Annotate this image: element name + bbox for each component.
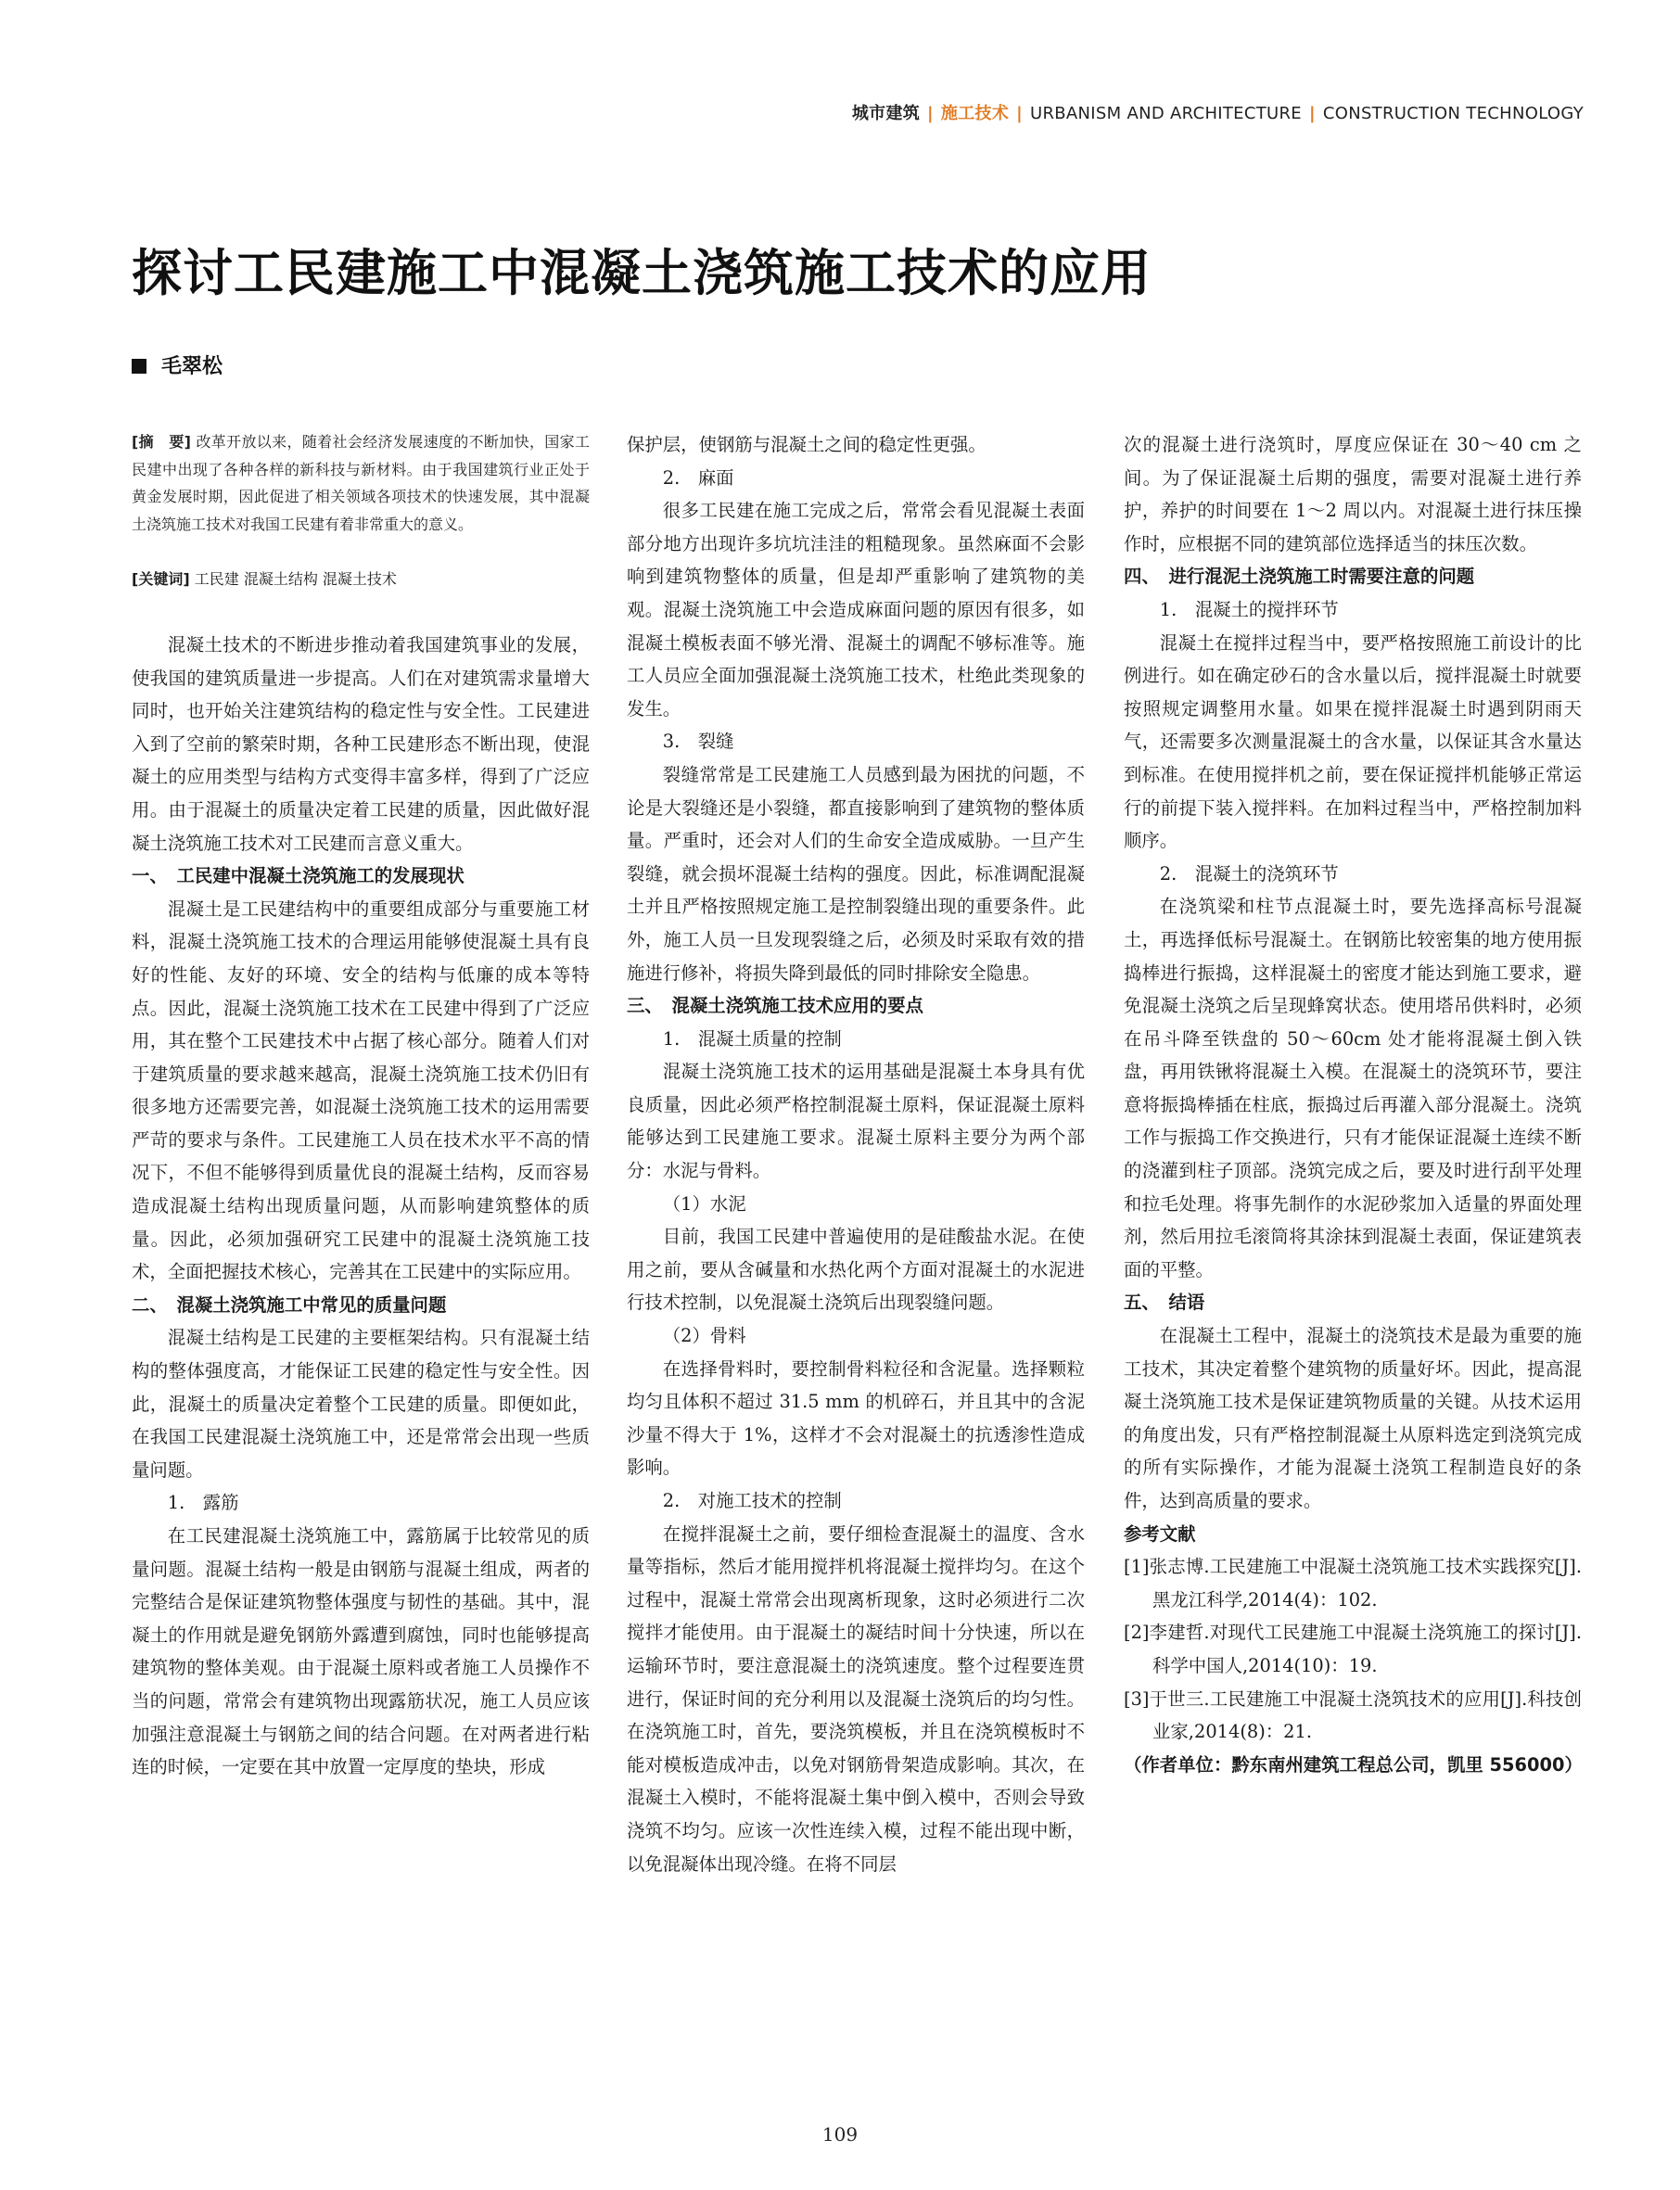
journal-name-en: URBANISM AND ARCHITECTURE — [1030, 104, 1302, 123]
section-name-en: CONSTRUCTION TECHNOLOGY — [1322, 104, 1584, 123]
body-paragraph: 在选择骨料时，要控制骨料粒径和含泥量。选择颗粒均匀且体积不超过 31.5 mm 的机碎石，并且其中的含泥沙量不得大于 1%，这样才不会对混凝土的抗透渗性造成影响。 — [627, 1357, 1085, 1479]
references-heading: 参考文献 — [1124, 1522, 1196, 1545]
reference-item: [1]张志博.工民建施工中混凝土浇筑施工技术实践探究[J].黑龙江科学,2014(4)：102. — [1124, 1556, 1582, 1611]
page-number: 109 — [821, 2123, 859, 2145]
reference-item: [3]于世三.工民建施工中混凝土浇筑技术的应用[J].科技创业家,2014(8)：21. — [1124, 1687, 1582, 1743]
journal-name-cn: 城市建筑 — [851, 104, 921, 123]
column-1 — [132, 428, 590, 1784]
keywords-text: 工民建 混凝土结构 混凝土技术 — [194, 570, 397, 589]
running-header — [852, 100, 1584, 124]
body-paragraph: 在混凝土工程中，混凝土的浇筑技术是最为重要的施工技术，其决定着整个建筑物的质量好坏。因此，提高混凝土浇筑施工技术是保证建筑物质量的关键。从技术运用的角度出发，只有严格控制混凝土从原料选定到浇筑完成的所有实际操作，才能为混凝土浇筑工程制造良好的条件，达到高质量的要求。 — [1124, 1325, 1582, 1511]
square-bullet-icon — [132, 359, 146, 374]
section-heading: 五、 结语 — [1124, 1292, 1205, 1314]
abstract-text: 改革开放以来，随着社会经济发展速度的不断加快，国家工民建中出现了各种各样的新科技与新材料。由于我国建筑行业正处于黄金发展时期，因此促进了相关领域各项技术的快速发展，其中混凝土浇筑施工技术对我国工民建有着非常重大的意义。 — [132, 433, 590, 533]
intro-paragraph: 混凝土技术的不断进步推动着我国建筑事业的发展，使我国的建筑质量进一步提高。人们在对建筑需求量增大同时，也开始关注建筑结构的稳定性与安全性。工民建进入到了空前的繁荣时期，各种工民建形态不断出现，使混凝土的应用类型与结构方式变得丰富多样，得到了广泛应用。由于混凝土的质量决定着工民建的质量，因此做好混凝土浇筑施工技术对工民建而言意义重大。 — [132, 633, 590, 854]
body-paragraph: 裂缝常常是工民建施工人员感到最为困扰的问题，不论是大裂缝还是小裂缝，都直接影响到了建筑物的整体质量。严重时，还会对人们的生命安全造成威胁。一旦产生裂缝，就会损坏混凝土结构的强度。因此，标准调配混凝土并且严格按照规定施工是控制裂缝出现的重要条件。此外，施工人员一旦发现裂缝之后，必须及时采取有效的措施进行修补，将损失降到最低的同时排除安全隐患。 — [627, 763, 1085, 984]
body-paragraph: 在工民建混凝土浇筑施工中，露筋属于比较常见的质量问题。混凝土结构一般是由钢筋与混凝土组成，两者的完整结合是保证建筑物整体强度与韧性的基础。其中，混凝土的作用就是避免钢筋外露遭到腐蚀，同时也能够提高建筑物的整体美观。由于混凝土原料或者施工人员操作不当的问题，常常会有建筑物出现露筋状况，施工人员应该加强注意混凝土与钢筋之间的结合问题。在对两者进行粘连的时候，一定要在其中放置一定厚度的垫块，形成 — [132, 1525, 590, 1778]
keywords-label: [关键词] — [132, 570, 190, 589]
header-separator: | — [1308, 104, 1316, 123]
subsection-heading: 2. 麻面 — [662, 466, 734, 489]
abstract — [132, 428, 590, 538]
abstract-label: [摘 要] — [132, 433, 191, 451]
subsection-heading: （1）水泥 — [662, 1192, 746, 1215]
section-heading: 一、 工民建中混凝土浇筑施工的发展现状 — [132, 865, 465, 887]
author-name: 毛翠松 — [161, 355, 223, 378]
author-affiliation: （作者单位：黔东南州建筑工程总公司，凯里 556000） — [1124, 1753, 1583, 1776]
column-3 — [1124, 428, 1582, 1781]
subsection-heading: （2）骨料 — [662, 1325, 746, 1347]
body-paragraph: 混凝土是工民建结构中的重要组成部分与重要施工材料，混凝土浇筑施工技术的合理运用能够使混凝土具有良好的性能、友好的环境、安全的结构与低廉的成本等特点。因此，混凝土浇筑施工技术在工民建中得到了广泛应用，其在整个工民建技术中占据了核心部分。随着人们对于建筑质量的要求越来越高，混凝土浇筑施工技术仍旧有很多地方还需要完善，如混凝土浇筑施工技术的运用需要严苛的要求与条件。工民建施工人员在技术水平不高的情况下，不但不能够得到质量优良的混凝土结构，反而容易造成混凝土结构出现质量问题，从而影响建筑整体的质量。因此，必须加强研究工民建中的混凝土浇筑施工技术，全面把握技术核心，完善其在工民建中的实际应用。 — [132, 898, 590, 1283]
section-name-cn: 施工技术 — [940, 104, 1010, 123]
subsection-heading: 2. 对施工技术的控制 — [662, 1490, 842, 1511]
subsection-heading: 1. 混凝土质量的控制 — [662, 1027, 842, 1050]
body-paragraph: 保护层，使钢筋与混凝土之间的稳定性更强。 — [627, 434, 986, 455]
body-paragraph: 在浇筑梁和柱节点混凝土时，要先选择高标号混凝土，再选择低标号混凝土。在钢筋比较密集的地方使用振捣棒进行振捣，这样混凝土的密度才能达到施工要求，避免混凝土浇筑之后呈现蜂窝状态。使用塔吊供料时，必须在吊斗降至铁盘的 50～60cm 处才能将混凝土倒入铁盘，再用铁锹将混凝土入模。在混凝土的浇筑环节，要注意将振捣棒插在柱底，振捣过后再灌入部分混凝土。浇筑工作与振捣工作交换进行，只有才能保证混凝土连续不断的浇灌到柱子顶部。浇筑完成之后，要及时进行刮平处理和拉毛处理。将事先制作的水泥砂浆加入适量的界面处理剂，然后用拉毛滚筒将其涂抹到混凝土表面，保证建筑表面的平整。 — [1124, 896, 1582, 1280]
section-heading: 三、 混凝土浇筑施工技术应用的要点 — [627, 995, 923, 1017]
body-paragraph: 很多工民建在施工完成之后，常常会看见混凝土表面部分地方出现许多坑坑洼洼的粗糙现象。虽然麻面不会影响到建筑物整体的质量，但是却严重影响了建筑物的美观。混凝土浇筑施工中会造成麻面问题的原因有很多，如混凝土模板表面不够光滑、混凝土的调配不够标准等。施工人员应全面加强混凝土浇筑施工技术，杜绝此类现象的发生。 — [627, 500, 1085, 719]
body-paragraph: 目前，我国工民建中普遍使用的是硅酸盐水泥。在使用之前，要从含碱量和水热化两个方面对混凝土的水泥进行技术控制，以免混凝土浇筑后出现裂缝问题。 — [627, 1226, 1085, 1314]
reference-item: [2]李建哲.对现代工民建施工中混凝土浇筑施工的探讨[J].科学中国人,2014(10)：19. — [1124, 1622, 1582, 1676]
article-title: 探讨工民建施工中混凝土浇筑施工技术的应用 — [132, 244, 1152, 302]
body-paragraph: 次的混凝土进行浇筑时，厚度应保证在 30～40 cm 之间。为了保证混凝土后期的强度，需要对混凝土进行养护，养护的时间要在 1～2 周以内。对混凝土进行抹压操作时，应根据不同的建筑部位选择适当的抹压次数。 — [1124, 434, 1582, 554]
body-paragraph: 混凝土结构是工民建的主要框架结构。只有混凝土结构的整体强度高，才能保证工民建的稳定性与安全性。因此，混凝土的质量决定着整个工民建的质量。即便如此，在我国工民建混凝土浇筑施工中，还是常常会出现一些质量问题。 — [132, 1327, 590, 1481]
subsection-heading: 3. 裂缝 — [662, 731, 734, 753]
subsection-heading: 1. 混凝土的搅拌环节 — [1159, 598, 1339, 620]
column-2 — [627, 428, 1085, 1880]
subsection-heading: 2. 混凝土的浇筑环节 — [1159, 862, 1339, 885]
body-paragraph: 在搅拌混凝土之前，要仔细检查混凝土的温度、含水量等指标，然后才能用搅拌机将混凝土搅拌均匀。在这个过程中，混凝土常常会出现离析现象，这时必须进行二次搅拌才能使用。由于混凝土的凝结时间十分快速，所以在运输环节时，要注意混凝土的浇筑速度。整个过程要连贯进行，保证时间的充分利用以及混凝土浇筑后的均匀性。在浇筑施工时，首先，要浇筑模板，并且在浇筑模板时不能对模板造成冲击，以免对钢筋骨架造成影响。其次，在混凝土入模时，不能将混凝土集中倒入模中，否则会导致浇筑不均匀。应该一次性连续入模，过程不能出现中断，以免混凝体出现冷缝。在将不同层 — [627, 1522, 1085, 1875]
keywords — [132, 566, 590, 593]
header-separator: | — [1016, 104, 1023, 123]
section-heading: 四、 进行混泥土浇筑施工时需要注意的问题 — [1124, 566, 1475, 588]
author-line — [132, 350, 223, 379]
body-paragraph: 混凝土浇筑施工技术的运用基础是混凝土本身具有优良质量，因此必须严格控制混凝土原料，保证混凝土原料能够达到工民建施工要求。混凝土原料主要分为两个部分：水泥与骨料。 — [627, 1061, 1085, 1182]
header-separator: | — [927, 104, 934, 123]
body-paragraph: 混凝土在搅拌过程当中，要严格按照施工前设计的比例进行。如在确定砂石的含水量以后，搅拌混凝土时就要按照规定调整用水量。如果在搅拌混凝土时遇到阴雨天气，还需要多次测量混凝土的含水量，以保证其含水量达到标准。在使用搅拌机之前，要在保证搅拌机能够正常运行的前提下装入搅拌料。在加料过程当中，严格控制加料顺序。 — [1124, 631, 1582, 852]
section-heading: 二、 混凝土浇筑施工中常见的质量问题 — [132, 1293, 447, 1316]
subsection-heading: 1. 露筋 — [167, 1492, 239, 1514]
